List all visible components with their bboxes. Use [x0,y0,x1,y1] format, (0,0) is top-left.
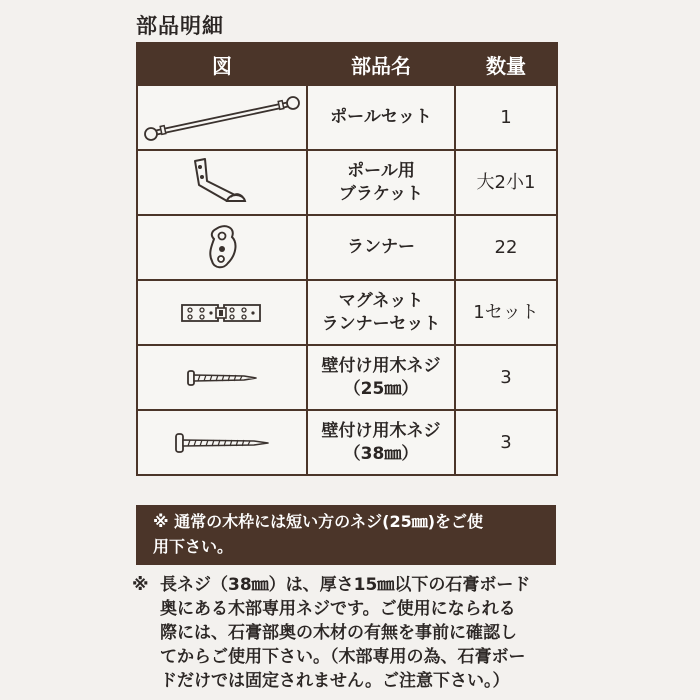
illustration-cell [137,150,307,215]
pole-bracket-icon [177,155,267,211]
table-row [137,85,557,150]
quantity-cell: 22 [455,215,557,280]
illustration-cell [137,215,307,280]
section-title: 部品明細 [136,14,224,38]
part-name-cell: マグネット ランナーセット [307,280,455,345]
illustration-cell [137,345,307,410]
part-name-cell: ランナー [307,215,455,280]
header-part-name: 部品名 [307,43,455,85]
parts-table [136,42,558,476]
screw-25mm-icon [186,368,258,388]
screw-usage-note: ※ 通常の木枠には短い方のネジ(25㎜)をご使 用下さい。 [136,505,556,565]
magnet-runner-set-icon [180,298,264,328]
table-row [137,215,557,280]
header-quantity: 数量 [455,43,557,85]
table-row [137,345,557,410]
note-mark: ※ [132,575,149,595]
illustration-cell [137,280,307,345]
part-name-cell: ポール用 ブラケット [307,150,455,215]
footnote-text: 長ネジ（38㎜）は、厚さ15㎜以下の石膏ボード 奥にある木部専用ネジです。ご使用になられる 際には、石膏部奥の木材の有無を事前に確認し てからご使用下さい。（木部専用の為、石膏ボー ドだけでは固定されません。ご注意下さい。） [160,575,531,691]
part-name-cell: 壁付け用木ネジ （38㎜） [307,410,455,475]
quantity-cell: 3 [455,345,557,410]
illustration-cell [137,85,307,150]
header-illustration: 図 [137,43,307,85]
quantity-cell: 1 [455,85,557,150]
part-name-cell: ポールセット [307,85,455,150]
screw-38mm-icon [174,432,270,454]
table-row [137,150,557,215]
table-row [137,280,557,345]
quantity-cell: 3 [455,410,557,475]
long-screw-footnote [132,573,572,693]
pole-set-icon [142,93,302,143]
table-row [137,410,557,475]
quantity-cell: 1セット [455,280,557,345]
table-header-row [137,43,557,85]
runner-icon [202,223,242,273]
illustration-cell [137,410,307,475]
quantity-cell: 大2小1 [455,150,557,215]
part-name-cell: 壁付け用木ネジ （25㎜） [307,345,455,410]
